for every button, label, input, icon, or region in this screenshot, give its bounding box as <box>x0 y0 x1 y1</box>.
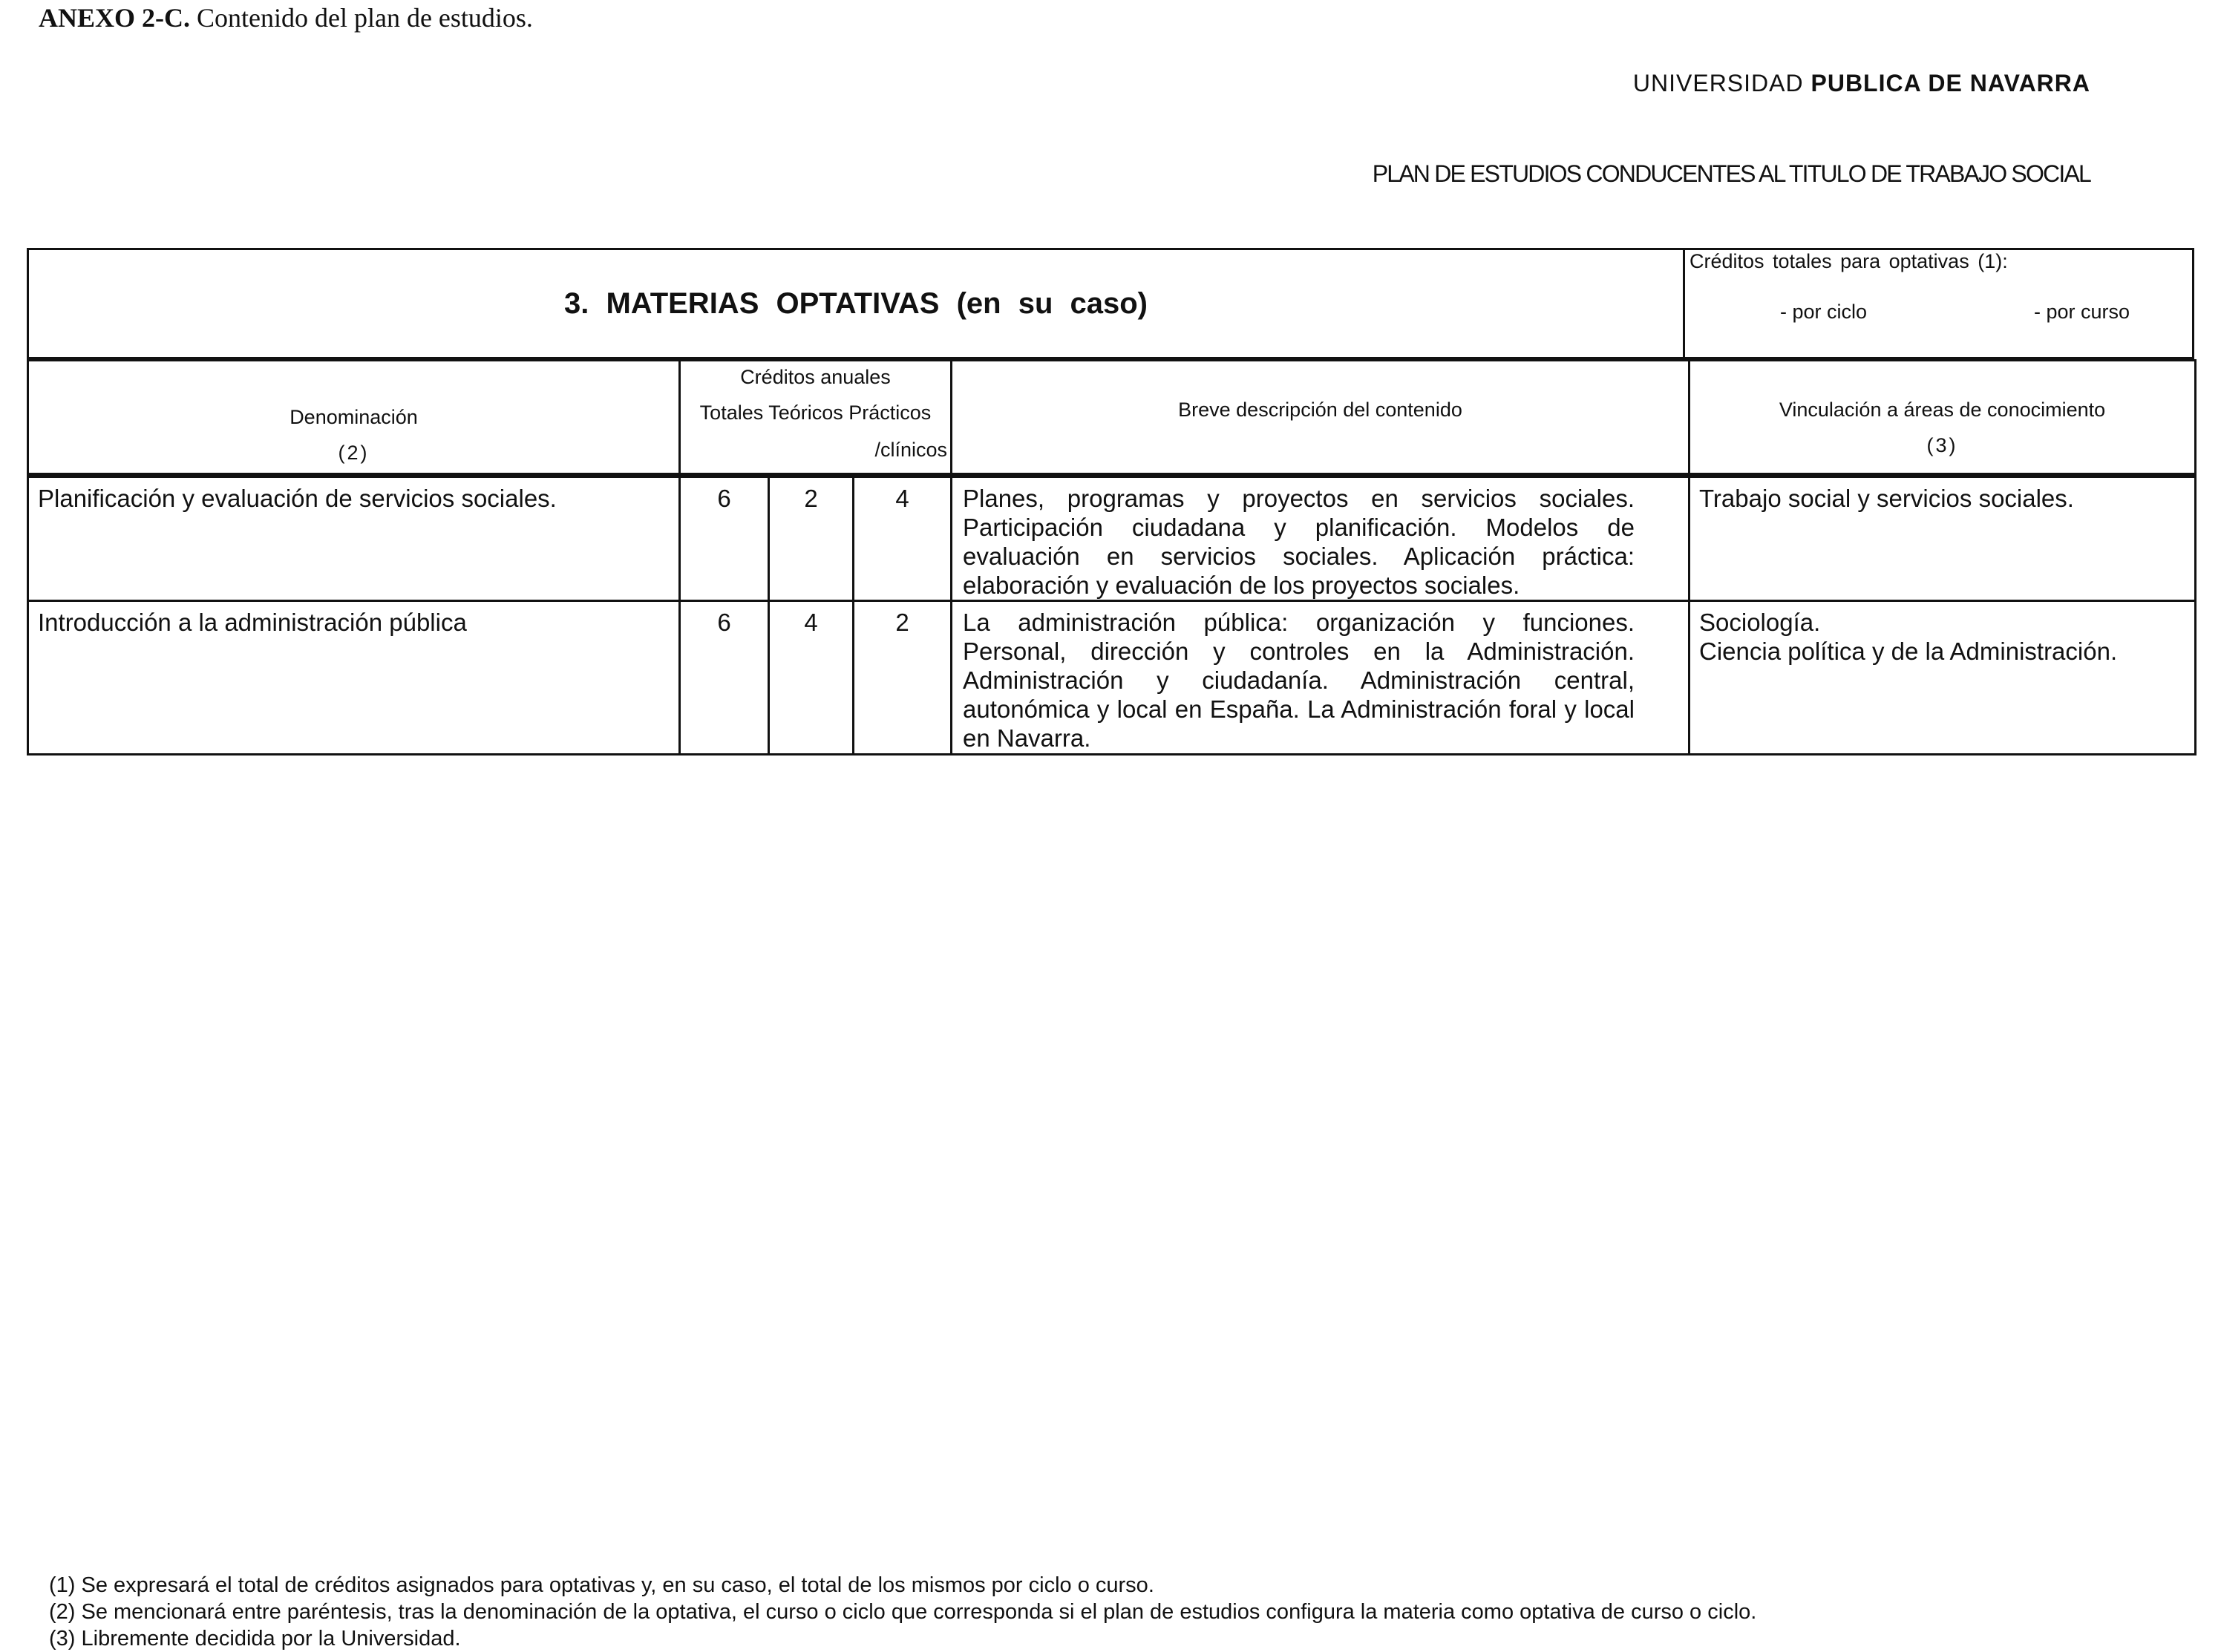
footnotes <box>49 1572 1756 1652</box>
table-row <box>28 476 2196 601</box>
row-area-item: Sociología. <box>1699 609 1821 636</box>
header-denominacion-label: Denominación <box>290 406 418 428</box>
table-row <box>28 601 2196 755</box>
header-vinculacion-note: (3) <box>1926 434 1958 456</box>
plan-title: PLAN DE ESTUDIOS CONDUCENTES AL TITULO DE TRABAJO SOCIAL <box>1372 160 2090 187</box>
section-title: 3. MATERIAS OPTATIVAS (en su caso) <box>563 286 1148 320</box>
header-vinculacion <box>1690 361 2196 476</box>
row-practicos: 4 <box>854 476 952 601</box>
credits-totals-box <box>1683 250 2194 357</box>
row-areas <box>1690 601 2196 755</box>
row-area-item: Ciencia política y de la Administración. <box>1699 637 2118 665</box>
footnote-1: (1) Se expresará el total de créditos asignados para optativas y, en su caso, el total de los mismos por ciclo o curso. <box>49 1573 1154 1597</box>
section-header-box <box>27 248 2194 359</box>
annex-text: Contenido del plan de estudios. <box>197 3 533 33</box>
header-creditos-columns: Totales Teóricos Prácticos <box>699 401 932 424</box>
footnote-3: (3) Libremente decidida por la Universidad. <box>49 1627 461 1651</box>
header-creditos <box>680 361 952 476</box>
header-descripcion-label: Breve descripción del contenido <box>1178 399 1462 421</box>
university-name <box>1633 70 2090 97</box>
row-teoricos: 4 <box>769 601 854 755</box>
subjects-table <box>27 359 2197 755</box>
university-bold-name: PUBLICA DE NAVARRA <box>1811 70 2090 96</box>
header-vinculacion-label: Vinculación a áreas de conocimiento <box>1779 399 2106 421</box>
row-descripcion: Planes, programas y proyectos en servicios sociales. Participación ciudadana y planificación. Modelos de evaluación en servicios sociales. Aplicación práctica: elaboración y evaluación de los proyectos sociales. <box>952 476 1690 601</box>
row-practicos: 2 <box>854 601 952 755</box>
header-denominacion <box>28 361 680 476</box>
por-curso-label: - por curso <box>2034 301 2130 323</box>
row-teoricos: 2 <box>769 476 854 601</box>
row-areas <box>1690 476 2196 601</box>
header-descripcion <box>952 361 1690 476</box>
por-ciclo-label: - por ciclo <box>1780 301 1868 323</box>
footnote-2: (2) Se mencionará entre paréntesis, tras la denominación de la optativa, el curso o ciclo que corresponda si el plan de estudios configura la materia como optativa de curso o ciclo. <box>49 1600 1757 1624</box>
row-totales: 6 <box>680 476 769 601</box>
table-header-row <box>28 361 2196 476</box>
row-denominacion: Planificación y evaluación de servicios sociales. <box>28 476 680 601</box>
annex-heading <box>39 1 533 34</box>
row-denominacion: Introducción a la administración pública <box>28 601 680 755</box>
header-denominacion-note: (2) <box>338 442 370 464</box>
header-creditos-extra: /clínicos <box>874 439 947 461</box>
header-creditos-title: Créditos anuales <box>740 366 891 388</box>
credits-totals-title: Créditos totales para optativas (1): <box>1690 250 2008 272</box>
row-descripcion: La administración pública: organización y funciones. Personal, dirección y controles en la Administración. Administración y ciudadanía. Administración central, autonómica y local en España. La Administración foral y local en Navarra. <box>952 601 1690 755</box>
university-prefix: UNIVERSIDAD <box>1632 70 1804 96</box>
row-area-item: Trabajo social y servicios sociales. <box>1699 485 2074 512</box>
annex-code: ANEXO 2-C. <box>39 3 190 33</box>
row-totales: 6 <box>680 601 769 755</box>
